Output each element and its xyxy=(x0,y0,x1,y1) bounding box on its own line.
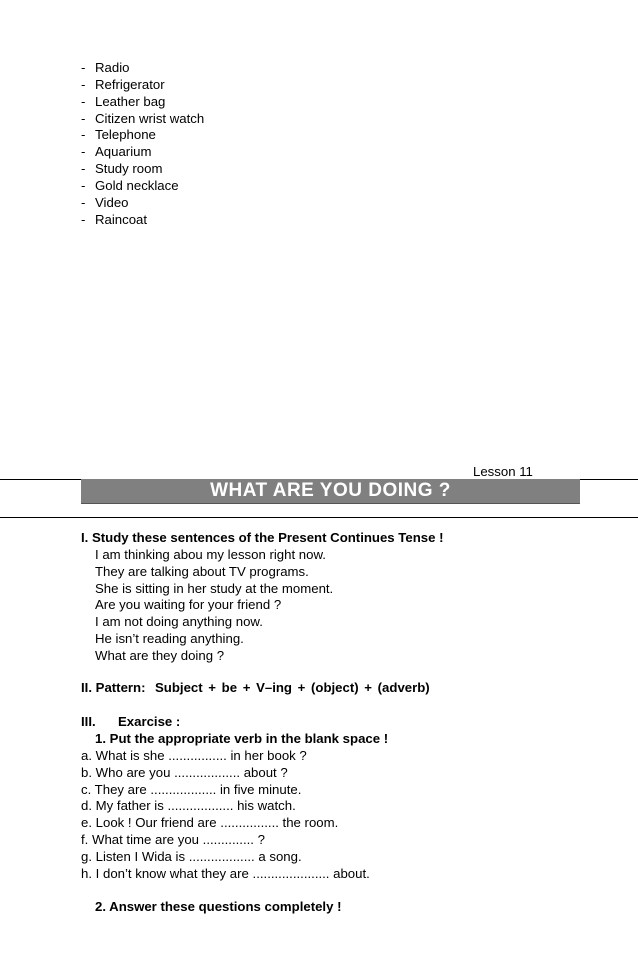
exercise-1-instruction: 1. Put the appropriate verb in the blank space ! xyxy=(95,731,389,746)
example-sentence: Are you waiting for your friend ? xyxy=(95,597,282,612)
exercise-item: b. Who are you .................. about ? xyxy=(81,765,288,780)
list-item-text: Radio xyxy=(95,60,130,75)
exercise-item: a. What is she ................ in her book ? xyxy=(81,748,307,763)
exercise-item: h. I don’t know what they are ..................... about. xyxy=(81,866,370,881)
bullet: - xyxy=(81,144,86,159)
bullet: - xyxy=(81,212,86,227)
example-sentence: They are talking about TV programs. xyxy=(95,564,309,579)
exercise-item: f. What time are you .............. ? xyxy=(81,832,265,847)
exercise-item: g. Listen I Wida is .................. a song. xyxy=(81,849,302,864)
exercise-2-instruction: 2. Answer these questions completely ! xyxy=(95,899,342,914)
section-1-heading: I. Study these sentences of the Present Continues Tense ! xyxy=(81,530,444,545)
example-sentence: I am not doing anything now. xyxy=(95,614,263,629)
example-sentence: I am thinking abou my lesson right now. xyxy=(95,547,326,562)
list-item-text: Telephone xyxy=(95,127,156,142)
banner-underline xyxy=(81,503,580,504)
exercise-item: e. Look ! Our friend are ................ the room. xyxy=(81,815,339,830)
bullet: - xyxy=(81,60,86,75)
lesson-label: Lesson 11 xyxy=(473,464,533,479)
example-sentence: He isn’t reading anything. xyxy=(95,631,244,646)
list-item-text: Refrigerator xyxy=(95,77,165,92)
section-3-heading: Exarcise : xyxy=(118,714,181,729)
list-item-text: Raincoat xyxy=(95,212,148,227)
example-sentence: What are they doing ? xyxy=(95,648,225,663)
bullet: - xyxy=(81,161,86,176)
bullet: - xyxy=(81,195,86,210)
bullet: - xyxy=(81,178,86,193)
exercise-item: c. They are .................. in five minute. xyxy=(81,782,302,797)
example-sentence: She is sitting in her study at the moment. xyxy=(95,581,334,596)
list-item-text: Gold necklace xyxy=(95,178,179,193)
bullet: - xyxy=(81,77,86,92)
bullet: - xyxy=(81,127,86,142)
page-title: WHAT ARE YOU DOING ? xyxy=(81,479,580,503)
bullet: - xyxy=(81,94,86,109)
section-2-label: II. Pattern: xyxy=(81,680,146,695)
list-item-text: Citizen wrist watch xyxy=(95,111,205,126)
bullet: - xyxy=(81,111,86,126)
list-item-text: Aquarium xyxy=(95,144,152,159)
header-rule-bottom xyxy=(0,517,638,518)
pattern-formula: Subject + be + V–ing + (object) + (adverb) xyxy=(155,680,430,695)
list-item-text: Video xyxy=(95,195,129,210)
list-item-text: Leather bag xyxy=(95,94,166,109)
section-3-label: III. xyxy=(81,714,96,729)
exercise-item: d. My father is .................. his watch. xyxy=(81,798,296,813)
list-item-text: Study room xyxy=(95,161,163,176)
